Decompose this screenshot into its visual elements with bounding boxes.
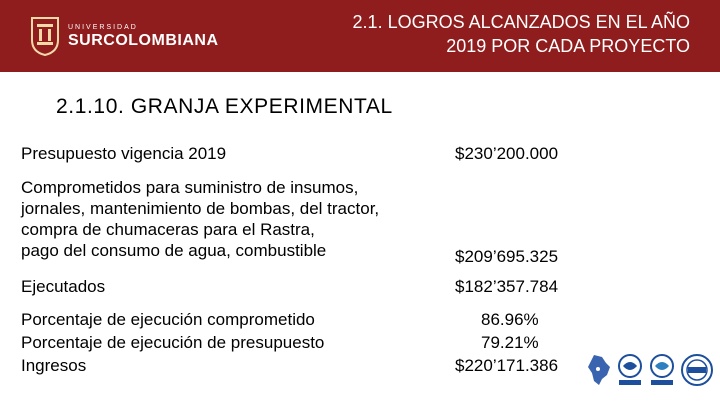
logo-main-text: SURCOLOMBIANA [68,31,219,49]
pct-comprometido-value: 86.96% [481,310,539,329]
page-title-line1: 2.1. LOGROS ALCANZADOS EN EL AÑO [352,12,690,32]
page-title [270,10,690,58]
page-title-line2: 2019 POR CADA PROYECTO [446,36,690,56]
presupuesto-value: $230’200.000 [455,144,559,163]
university-logo[interactable] [30,14,219,58]
section-title: 2.1.10. GRANJA EXPERIMENTAL [56,95,393,118]
university-shield-icon [30,16,60,56]
comprometidos-line3: compra de chumaceras para el Rastra, [21,220,315,239]
ejecutados-value: $182’357.784 [455,277,559,296]
pct-comprometido-label: Porcentaje de ejecución comprometido [21,310,315,329]
ejecutados-label: Ejecutados [21,277,106,296]
colombia-map-icon [586,353,612,387]
presupuesto-label: Presupuesto vigencia 2019 [21,144,227,163]
ingresos-value: $220’171.386 [455,356,559,375]
certification-logos [586,350,716,390]
icontec-cert-icon [616,353,644,387]
comprometidos-line1: Comprometidos para suministro de insumos, [21,178,359,197]
comprometidos-label [21,177,451,261]
comprometidos-line4: pago del consumo de agua, combustible [21,241,327,260]
iso-cert-icon [680,353,714,387]
iqnet-cert-icon [648,353,676,387]
logo-small-text: UNIVERSIDAD [68,23,138,31]
header-bar [0,0,720,72]
pct-presupuesto-label: Porcentaje de ejecución de presupuesto [21,333,325,352]
ingresos-label: Ingresos [21,356,87,375]
comprometidos-line2: jornales, mantenimiento de bombas, del tractor, [21,199,380,218]
pct-presupuesto-value: 79.21% [481,333,539,352]
comprometidos-value: $209’695.325 [455,247,559,266]
